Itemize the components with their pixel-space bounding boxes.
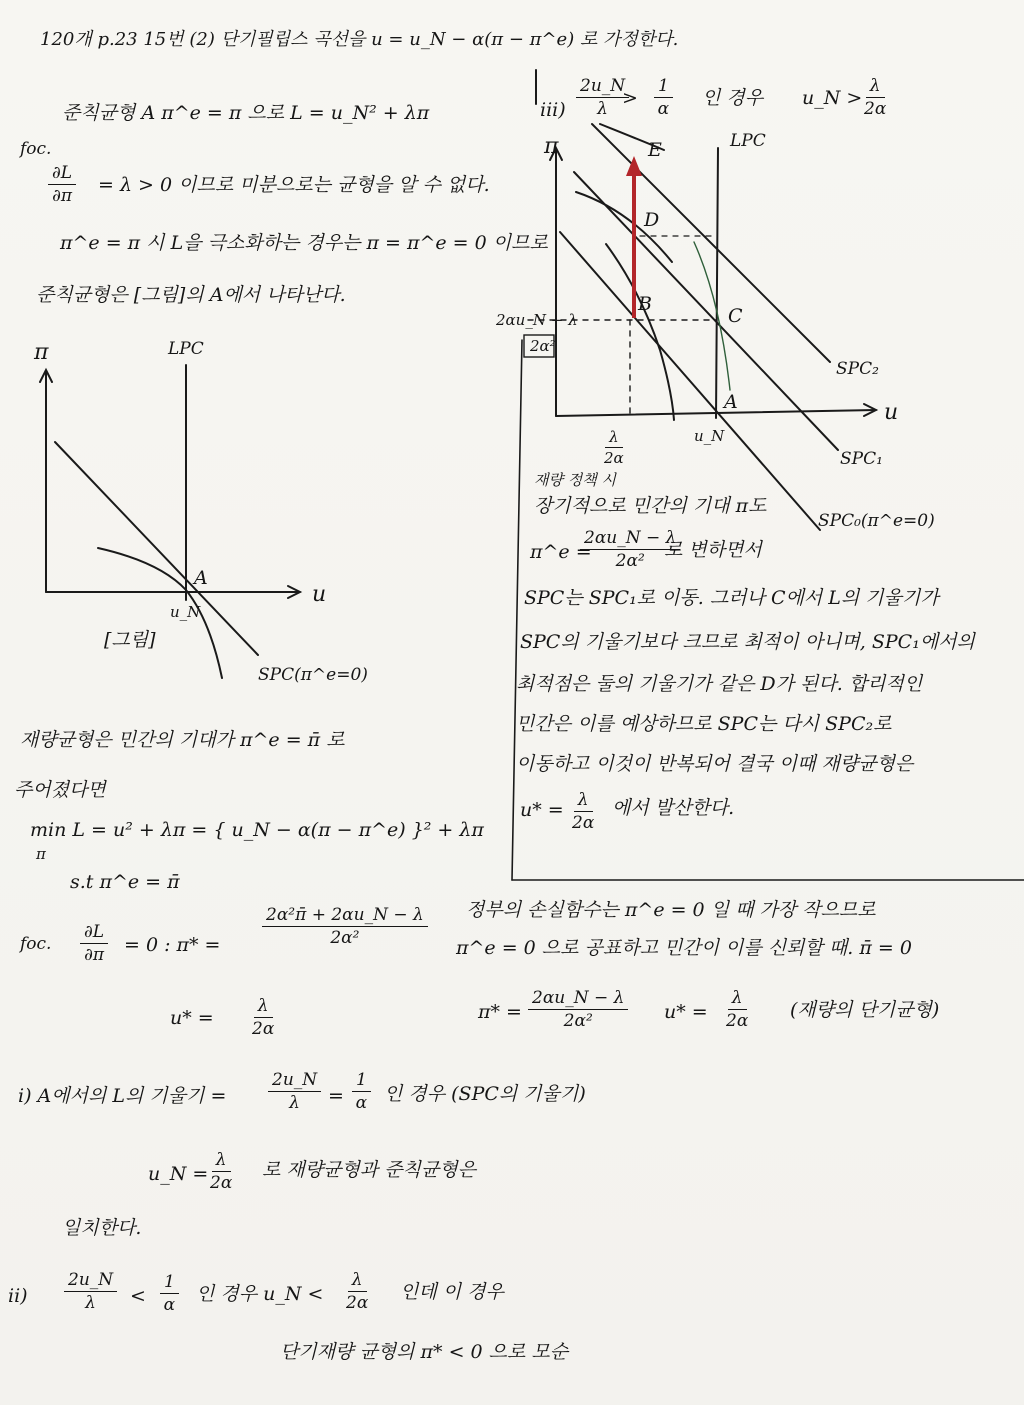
case-i-prefix: i) A에서의 L의 기울기 = — [18, 1085, 227, 1107]
case-ii-line2: 단기재량 균형의 π* < 0 으로 모순 — [280, 1341, 569, 1363]
case-i-frac2: $\frac{1}{\alpha}$ — [352, 1070, 371, 1113]
rule-equilibrium-conclusion: 준칙균형은 [그림]의 A에서 나타난다. — [36, 284, 346, 306]
right-text-line1: 재량 정책 시 — [534, 471, 616, 489]
case-iii-frac3: $\frac{\lambda}{2\alpha}$ — [864, 76, 887, 119]
government-loss-line: 정부의 손실함수는 π^e = 0 일 때 가장 작으므로 — [466, 899, 876, 921]
fig2-spc1-label: SPC₁ — [840, 449, 883, 469]
case-ii-prefix: ii) — [8, 1285, 28, 1307]
gov-u-star-lhs: u* = — [664, 1001, 708, 1023]
case-i-eq: = — [328, 1085, 344, 1107]
fig2-y-tick-den: 2α² — [530, 337, 556, 355]
case-ii-mid: 인 경우 u_N < — [196, 1283, 324, 1305]
case-iii-mid: 인 경우 — [702, 87, 764, 109]
u-star-fraction: $\frac{\lambda}{2\alpha}$ — [252, 996, 275, 1039]
right-text-line9-frac: $\frac{\lambda}{2\alpha}$ — [572, 790, 595, 833]
partial-derivative-fraction: $\frac{\partial L}{\partial\pi}$ — [48, 163, 76, 206]
fig1-y-label: π — [34, 340, 49, 365]
fig2-x-tick1: $\frac{\lambda}{2\alpha}$ — [604, 428, 624, 467]
gov-pi-star-fraction: $\frac{2\alpha u\_N - \lambda}{\text{2α²}}$ — [528, 988, 628, 1031]
fig1-lpc-label: LPC — [168, 339, 204, 359]
case-ii-frac2: $\frac{1}{\alpha}$ — [160, 1272, 179, 1315]
case-ii-suffix: 인데 이 경우 — [400, 1281, 504, 1303]
header-line: 120개 p.23 15번 (2) 단기필립스 곡선을 u = u_N − α(π − π^e) 로 가정한다. — [40, 29, 679, 50]
case-iii-prefix: iii) — [540, 99, 566, 121]
right-text-line6: 최적점은 둘의 기울기가 같은 D가 된다. 합리적인 — [516, 673, 923, 695]
fig2-x-label: u — [884, 400, 899, 425]
fig2-point-b: B — [638, 293, 652, 315]
fig2-lpc-line — [716, 148, 718, 418]
case-iii-gt: > — [622, 87, 638, 109]
case-i-un-lhs: u_N = — [148, 1163, 209, 1185]
case-ii-frac1: $\frac{2u\_N}{\lambda}$ — [64, 1270, 117, 1313]
case-i-un-fraction: $\frac{\lambda}{2\alpha}$ — [210, 1150, 233, 1193]
case-iii-rhs: u_N > — [802, 87, 863, 109]
right-text-line3-lhs: π^e = — [530, 541, 592, 563]
fig2-spc0-label: SPC₀(π^e=0) — [818, 511, 935, 531]
right-text-line7: 민간은 이를 예상하므로 SPC는 다시 SPC₂로 — [516, 713, 892, 735]
government-announce-line: π^e = 0 으로 공표하고 민간이 이를 신뢰할 때. π̄ = 0 — [456, 937, 912, 959]
foc-derivative: $\frac{\partial L}{\partial\pi}$ — [80, 922, 108, 965]
fig2-y-label: π — [544, 134, 559, 159]
fig1-x-label: u — [312, 582, 327, 607]
u-star-lhs: u* = — [170, 1007, 214, 1029]
case-iii-frac1: $\frac{2u\_N}{\lambda}$ — [576, 76, 629, 119]
case-ii-frac3: $\frac{\lambda}{2\alpha}$ — [346, 1270, 369, 1313]
constraint-line: s.t π^e = π̄ — [70, 871, 180, 893]
right-text-line3-frac: $\frac{2\alpha u\_N - \lambda}{\text{2α²}}$ — [580, 528, 680, 571]
fig1-point-a: A — [194, 567, 208, 589]
fig2-x-tick2: u_N — [694, 427, 725, 445]
fig2-point-d: D — [644, 209, 660, 231]
gov-note: (재량의 단기균형) — [790, 999, 940, 1021]
fig2-lpc-label: LPC — [730, 131, 766, 151]
foc-label-2: foc. — [20, 934, 52, 954]
fig2-point-c: C — [728, 305, 743, 327]
fig1-caption: [그림] — [104, 629, 156, 651]
fig2-y-tick-num: 2αu_N − λ — [496, 311, 578, 329]
fig2-spc2-line — [592, 124, 830, 362]
foc-label: foc. — [20, 139, 52, 159]
discretion-intro-2: 주어졌다면 — [14, 779, 106, 801]
right-text-line8: 이동하고 이것이 반복되어 결국 이때 재량균형은 — [516, 753, 914, 775]
gov-u-star-fraction: $\frac{\lambda}{2\alpha}$ — [726, 988, 749, 1031]
right-text-line9-lhs: u* = — [520, 799, 564, 821]
right-text-line9-rest: 에서 발산한다. — [612, 797, 735, 819]
fig1-spc-label: SPC(π^e=0) — [258, 665, 368, 685]
fig2-loss-curve-b — [606, 244, 674, 420]
fig2-point-e: E — [648, 139, 662, 161]
min-subscript: π — [36, 845, 46, 863]
right-text-line2: 장기적으로 민간의 기대 π도 — [534, 495, 767, 517]
gov-pi-star-lhs: π* = — [478, 1001, 522, 1023]
rule-equilibrium-line: 준칙균형 A π^e = π 으로 L = u_N² + λπ — [62, 102, 430, 124]
fig2-spc1-line — [574, 172, 838, 450]
loss-function-min: min L = u² + λπ = { u_N − α(π − π^e) }² + λπ — [30, 819, 484, 841]
case-iii-frac2: $\frac{1}{\alpha}$ — [654, 76, 673, 119]
discretion-intro: 재량균형은 민간의 기대가 π^e = π̄ 로 — [20, 729, 345, 751]
right-text-line4: SPC는 SPC₁로 이동. 그러나 C에서 L의 기울기가 — [524, 587, 939, 609]
minimization-condition: π^e = π 시 L을 극소화하는 경우는 π = π^e = 0 이므로 — [60, 232, 548, 254]
right-text-line3-rest: 로 변하면서 — [664, 539, 762, 561]
foc-equation: = 0 : π* = — [124, 934, 221, 956]
pi-star-general: $\frac{\text{2α²π̄ + 2αu\_N − λ}}{\text{2α²}}$ — [262, 905, 428, 948]
case-i-frac1: $\frac{2u\_N}{\lambda}$ — [268, 1070, 321, 1113]
derivative-statement: = λ > 0 이므로 미분으로는 균형을 알 수 없다. — [98, 174, 490, 196]
case-ii-lt: < — [130, 1285, 146, 1307]
case-i-line2-rest: 로 재량균형과 준칙균형은 — [262, 1159, 476, 1181]
fig2-point-a: A — [724, 391, 738, 413]
fig2-spc2-label: SPC₂ — [836, 359, 879, 379]
fig1-un-label: u_N — [170, 603, 201, 621]
right-text-line5: SPC의 기울기보다 크므로 최적이 아니며, SPC₁에서의 — [520, 631, 975, 653]
case-i-line3: 일치한다. — [62, 1217, 142, 1239]
case-i-suffix: 인 경우 (SPC의 기울기) — [384, 1083, 586, 1105]
